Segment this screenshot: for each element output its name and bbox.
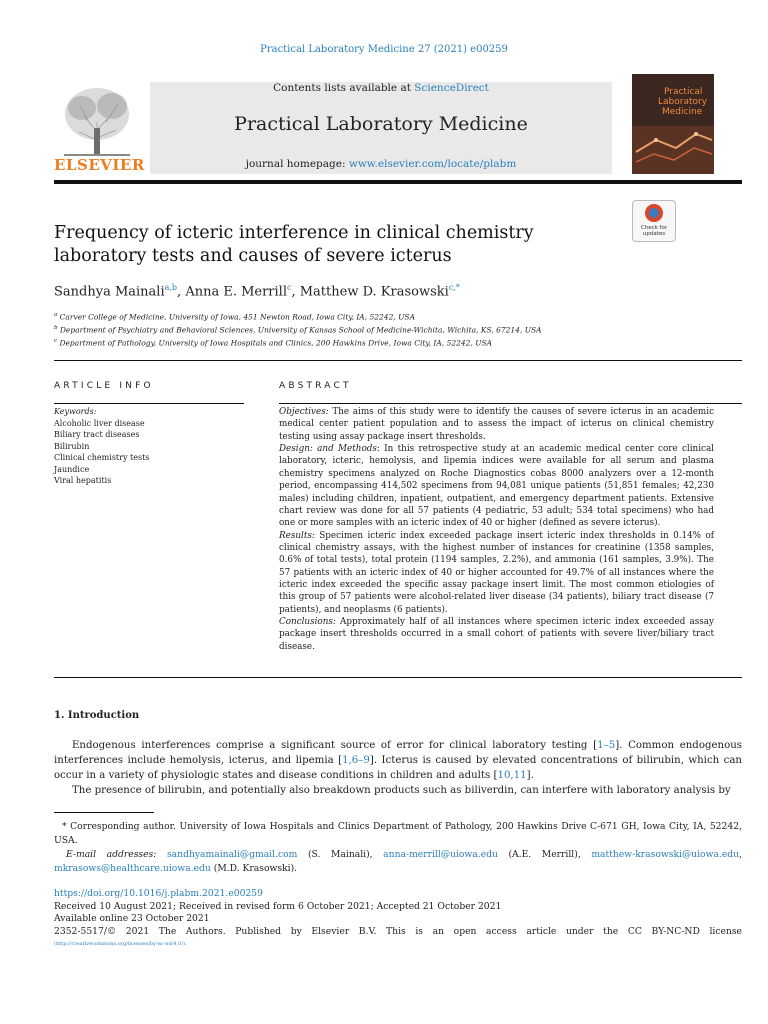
contents-line: Contents lists available at ScienceDirect <box>273 82 489 94</box>
footnote-divider <box>54 812 154 813</box>
doi-link[interactable]: https://doi.org/10.1016/j.plabm.2021.e00259 <box>54 888 263 899</box>
elsevier-wordmark: ELSEVIER <box>54 156 145 174</box>
corresponding-author-note: * Corresponding author. University of Iowa Hospitals and Clinics Department of Pathology, 200 Hawkins Drive C-671 GH, Iowa City, IA, 52242, USA. <box>54 821 742 846</box>
license-statement: 2352-5517/© 2021 The Authors. Published by Elsevier B.V. This is an open access article under the CC BY-NC-ND license <box>54 925 742 937</box>
abstract-rule <box>279 403 742 404</box>
homepage-link[interactable]: www.elsevier.com/locate/plabm <box>348 158 517 170</box>
introduction-body <box>54 738 742 798</box>
author-affiliation-marker[interactable]: c,* <box>448 283 460 292</box>
author-name: Sandhya Mainali <box>54 284 165 300</box>
keyword-item: Biliary tract diseases <box>54 430 140 439</box>
section-heading-introduction: 1. Introduction <box>54 710 140 721</box>
abstract-heading: ABSTRACT <box>279 381 352 391</box>
received-dates: Received 10 August 2021; Received in revised form 6 October 2021; Accepted 21 October 2021 <box>54 900 502 912</box>
keyword-item: Bilirubin <box>54 441 90 451</box>
footnotes <box>54 820 742 876</box>
abstract-body <box>279 406 714 653</box>
citation-link[interactable]: 1,6–9 <box>342 755 370 766</box>
keywords-block <box>54 406 244 487</box>
citation-link[interactable]: 1–5 <box>597 740 616 751</box>
abstract-results: Results: Specimen icteric index exceeded package insert icteric index thresholds in 0.14% of clinical chemistry assays, with the highest number of instances for creatinine (1358 samples, 0.6% of total tests), total protein (1194 samples, 2.2%), and ammonia (161 samples, 3.9%). The 57 patients with an icteric index of 40 or higher accounted for 49.7% of all instances where the icteric index exceeded the specific assay package insert limit. The most common etiologies of this group of 57 patients were alcohol-related liver disease (34 patients), biliary tract disease (7 patients), and neoplasms (6 patients). <box>279 530 714 615</box>
email-addresses: E-mail addresses: sandhyamainali@gmail.com (S. Mainali), anna-merrill@uiowa.edu (A.E. Merrill), matthew-krasowski@uiowa.edu, mkrasows@healthcare.uiowa.edu (M.D. Krasowski). <box>54 849 742 874</box>
affiliation-c: $^c$ Department of Pathology, University of Iowa Hospitals and Clinics, 200 Hawkins Drive, Iowa City, IA, 52242, USA <box>54 338 493 348</box>
author-list: Sandhya Mainali$^{a,b}$, Anna E. Merrill$^c$, Matthew D. Krasowski$^{c,*}$ <box>54 283 460 300</box>
author-name: Matthew D. Krasowski <box>299 284 449 300</box>
cover-title-line-1: Practical <box>664 87 703 97</box>
license-link[interactable]: (http://creativecommons.org/licenses/by-nc-nd/4.0/). <box>54 941 187 947</box>
journal-title: Practical Laboratory Medicine <box>234 113 528 135</box>
affiliation-b: $^b$ Department of Psychiatry and Behavioral Sciences, University of Kansas School of Medicine-Wichita, Wichita, KS, 67214, USA <box>54 325 542 335</box>
author-affiliation-marker[interactable]: c <box>287 283 292 292</box>
abstract-divider <box>54 677 742 678</box>
email-link[interactable]: sandhyamainali@gmail.com <box>166 849 298 860</box>
affiliation-a: $^a$ Carver College of Medicine, University of Iowa, 451 Newton Road, Iowa City, IA, 52242, USA <box>54 312 415 322</box>
sciencedirect-link[interactable]: ScienceDirect <box>414 82 489 94</box>
keyword-item: Jaundice <box>54 464 90 474</box>
check-updates-icon <box>645 204 663 222</box>
keyword-item: Viral hepatitis <box>54 476 112 485</box>
journal-cover-image[interactable] <box>632 74 714 174</box>
check-for-updates-button[interactable] <box>632 200 676 242</box>
publication-metadata <box>54 888 742 951</box>
intro-paragraph-2: The presence of bilirubin, and potentially also breakdown products such as biliverdin, can interfere with laboratory analysis by <box>72 785 731 796</box>
keywords-label: Keywords: <box>54 407 97 416</box>
abstract-methods: Design: and Methods: In this retrospective study at an academic medical center core clinical laboratory, icteric, hemolysis, and lipemia indices were available for all serum and plasma chemistry specimens analyzed on Roche Diagnostics cobas 8000 analyzers over a 12-month period, encompassing 414,502 specimens from 94,081 unique patients (51,851 females; 42,230 males) including children, inpatient, outpatient, and emergency department patients. Extensive chart review was done for all 57 patients (4 pediatric, 53 adult; 534 total specimens) who had one or more samples with an icteric index of 40 or higher (defined as severe icterus). <box>279 444 714 529</box>
cover-art <box>632 74 714 174</box>
abstract-conclusions: Conclusions: Approximately half of all instances where specimen icteric index exceeded assay package insert thresholds occurred in a small cohort of patients with severe liver/biliary tract disease. <box>279 617 714 652</box>
citation-link[interactable]: 10,11 <box>497 770 527 781</box>
cover-title-line-3: Medicine <box>662 107 703 117</box>
affiliation-divider <box>54 360 742 361</box>
email-link[interactable]: anna-merrill@uiowa.edu <box>383 849 498 860</box>
article-info-heading: ARTICLE INFO <box>54 381 154 391</box>
email-link[interactable]: mkrasows@healthcare.uiowa.edu <box>54 863 211 874</box>
header-divider <box>54 180 742 184</box>
keyword-item: Clinical chemistry tests <box>54 453 150 462</box>
email-link[interactable]: matthew-krasowski@uiowa.edu <box>591 849 740 860</box>
check-updates-label: Check for updates <box>640 225 668 237</box>
cover-title-line-2: Laboratory <box>658 97 708 107</box>
journal-homepage: journal homepage: www.elsevier.com/locate/plabm <box>245 158 517 170</box>
article-info-rule <box>54 403 244 404</box>
article-title: Frequency of icteric interference in clinical chemistry laboratory tests and causes of severe icterus <box>54 223 534 266</box>
author-name: Anna E. Merrill <box>185 284 287 300</box>
author-affiliation-marker[interactable]: a,b <box>164 283 178 292</box>
intro-paragraph-1: Endogenous interferences comprise a significant source of error for clinical laboratory testing [1–5]. Common endogenous interferences include hemolysis, icterus, and lipemia [1,6–9]. Icterus is caused by elevated concentrations of bilirubin, which can occur in a variety of physiologic states and disease conditions in children and adults [10,11]. <box>54 740 742 781</box>
journal-reference[interactable]: Practical Laboratory Medicine 27 (2021) e00259 <box>260 44 508 55</box>
keyword-item: Alcoholic liver disease <box>54 418 145 428</box>
abstract-objectives: Objectives: The aims of this study were to identify the causes of severe icterus in an academic medical center patient population and to assess the impact of icterus on clinical chemistry testing using assay package insert thresholds. <box>279 407 714 442</box>
available-online: Available online 23 October 2021 <box>54 913 210 924</box>
